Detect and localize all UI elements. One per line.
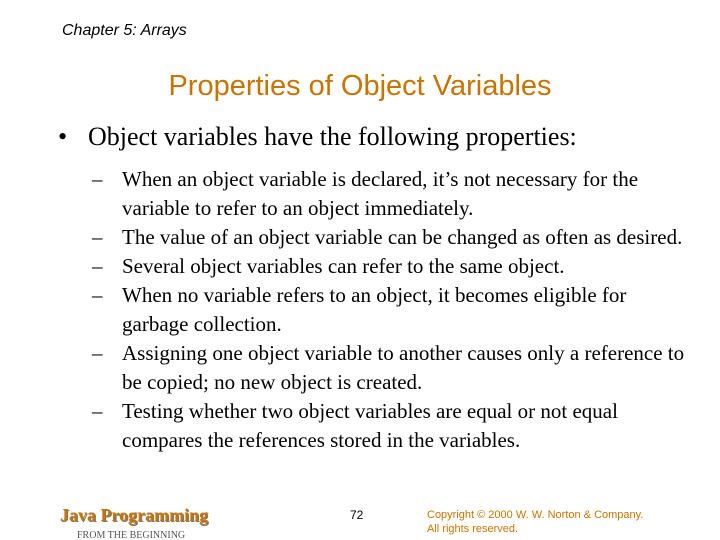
main-bullet-text: Object variables have the following properties: <box>88 122 577 151</box>
dash-icon: – <box>92 167 103 191</box>
dash-icon: – <box>92 283 103 307</box>
bullet-dot-icon: • <box>58 122 68 151</box>
dash-icon: – <box>92 225 103 249</box>
copyright-notice <box>427 508 643 536</box>
copyright-line-1: Copyright © 2000 W. W. Norton & Company. <box>427 509 644 521</box>
book-subtitle: FROM THE BEGINNING <box>77 530 186 540</box>
page-number: 72 <box>350 508 364 522</box>
book-logo <box>60 505 208 540</box>
sub-bullet-list <box>92 165 692 455</box>
sub-bullet-text: The value of an object variable can be changed as often as desired. <box>122 225 683 249</box>
chapter-label: Chapter 5: Arrays <box>62 22 187 39</box>
sub-bullet <box>92 165 692 223</box>
main-bullet <box>58 122 698 152</box>
copyright-line-2: All rights reserved. <box>427 523 519 535</box>
sub-bullet-text: When an object variable is declared, it’s not necessary for the variable to refer to an object immediately. <box>122 167 639 220</box>
dash-icon: – <box>92 399 103 423</box>
sub-bullet-text: Assigning one object variable to another causes only a reference to be copied; no new object is created. <box>122 341 685 394</box>
sub-bullet-text: Testing whether two object variables are equal or not equal compares the references stored in the variables. <box>122 399 618 452</box>
sub-bullet-text: When no variable refers to an object, it becomes eligible for garbage collection. <box>122 283 627 336</box>
sub-bullet <box>92 281 692 339</box>
sub-bullet <box>92 397 692 455</box>
sub-bullet <box>92 339 692 397</box>
dash-icon: – <box>92 254 103 278</box>
sub-bullet-text: Several object variables can refer to the same object. <box>122 254 565 278</box>
slide-title: Properties of Object Variables <box>168 70 552 102</box>
sub-bullet <box>92 252 692 281</box>
book-title: Java Programming <box>60 505 209 525</box>
sub-bullet <box>92 223 692 252</box>
dash-icon: – <box>92 341 103 365</box>
